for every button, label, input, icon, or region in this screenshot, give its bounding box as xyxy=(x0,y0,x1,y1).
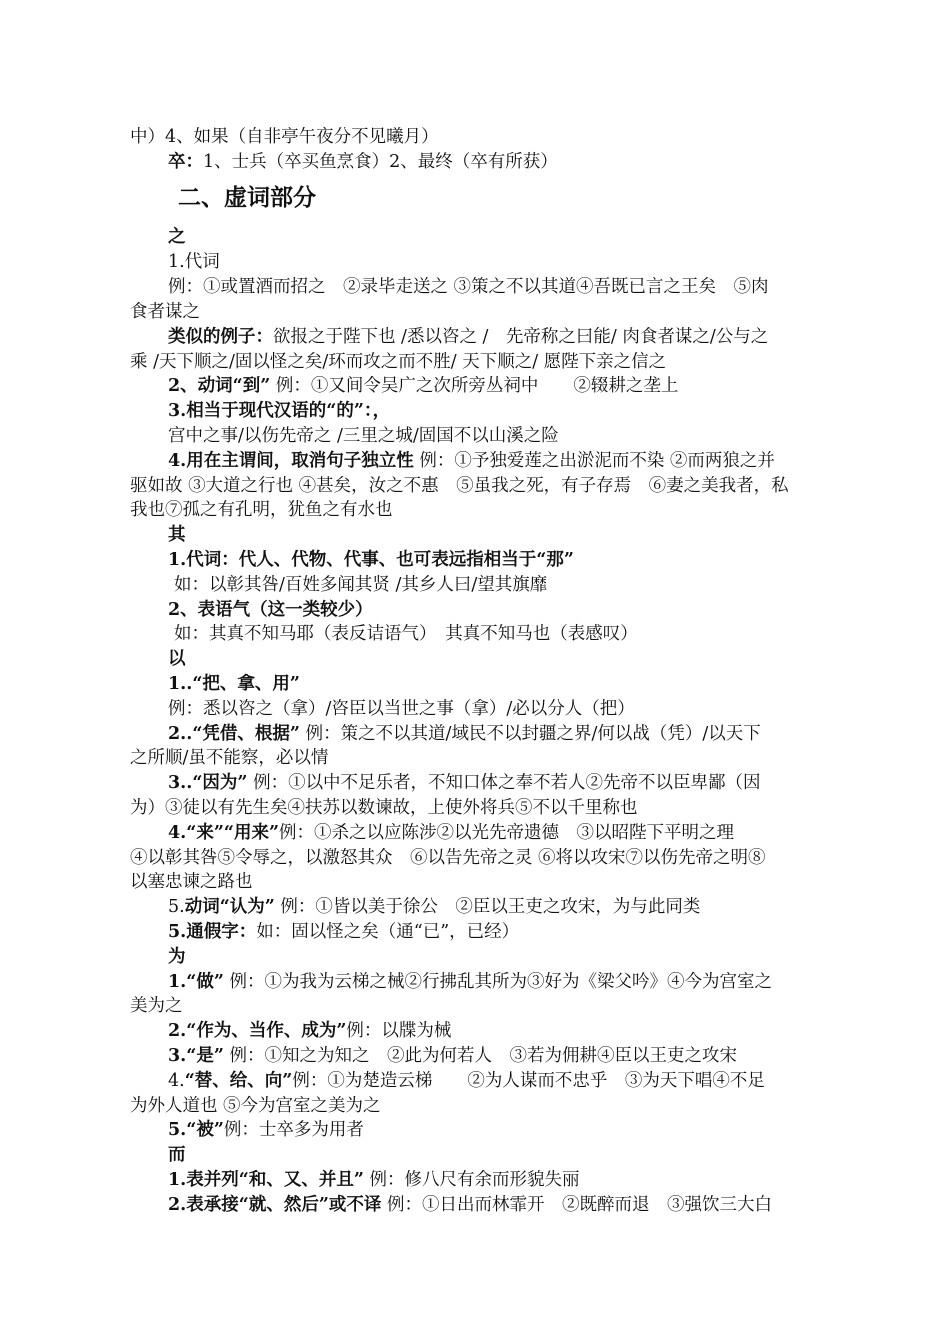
text-line: 如：其真不知马耶（表反诘语气） 其真不知马也（表感叹） xyxy=(174,624,638,644)
word-heading: 其 xyxy=(168,525,186,545)
text-line: 4.用在主谓间，取消句子独立性 例：①予独爱莲之出淤泥而不染 ②而两狼之并 xyxy=(168,451,775,471)
text-line: 5.“被”例：士卒多为用者 xyxy=(168,1120,364,1140)
text-line: 4.“来”“用来”例：①杀之以应陈涉②以光先帝遗德 ③以昭陛下平明之理 xyxy=(168,823,735,843)
text-line: 2.“作为、当作、成为”例：以牒为械 xyxy=(168,1021,452,1041)
text-line: 宫中之事/以伤先帝之 /三里之城/固国不以山溪之险 xyxy=(168,426,559,446)
text-line: 卒：1、士兵（卒买鱼烹食）2、最终（卒有所获） xyxy=(168,152,558,172)
text-line: 类似的例子：欲报之于陛下也 /悉以咨之 / 先帝称之曰能/ 肉食者谋之/公与之 xyxy=(168,327,769,347)
text-line: 驱如故 ③大道之行也 ④甚矣，汝之不惠 ⑤虽我之死，有子存焉 ⑥妻之美我者，私 xyxy=(130,476,789,496)
text-line: ④以彰其咎⑤令辱之，以激怒其众 ⑥以告先帝之灵 ⑥将以攻宋⑦以伤先帝之明⑧ xyxy=(130,848,766,868)
text-line: 5.动词“认为” 例：①皆以美于徐公 ②臣以王吏之攻宋，为与此同类 xyxy=(168,897,701,917)
text-line: 为）③徒以有先生矣④扶苏以数谏故，上使外将兵⑤不以千里称也 xyxy=(130,798,638,818)
text-line: 食者谋之 xyxy=(130,302,200,322)
text-line: 1.表并列“和、又、并且” 例：修八尺有余而形貌失丽 xyxy=(168,1170,580,1190)
word-heading: 为 xyxy=(168,947,186,967)
text-line: 5.通假字：如：固以怪之矣（通“已”，已经） xyxy=(168,922,520,942)
word-heading: 之 xyxy=(168,227,186,247)
text-line: 1.代词：代人、代物、代事、也可表远指相当于“那” xyxy=(168,550,574,570)
text-line: 如：以彰其咎/百姓多闻其贤 /其乡人曰/望其旗靡 xyxy=(174,575,548,595)
text-line: 3.相当于现代汉语的“的”：， xyxy=(168,401,391,421)
text-line: 1..“把、拿、用” xyxy=(168,674,300,694)
text-line: 中）4、如果（自非亭午夜分不见曦月） xyxy=(130,127,439,147)
word-heading: 以 xyxy=(168,649,186,669)
text-line: 1.代词 xyxy=(168,252,220,272)
text-line: 3..“因为” 例：①以中不足乐者，不知口体之奉不若人②先帝不以臣卑鄙（因 xyxy=(168,773,761,793)
text-line: 2.表承接“就、然后”或不译 例：①日出而林霏开 ②既醉而退 ③强饮三大白 xyxy=(168,1195,772,1215)
section-heading: 二、虚词部分 xyxy=(178,185,316,211)
text-line: 2..“凭借、根据” 例：策之不以其道/域民不以封疆之界/何以战（凭）/以天下 xyxy=(168,724,761,744)
text-line: 例：悉以咨之（拿）/咨臣以当世之事（拿）/必以分人（把） xyxy=(168,699,635,719)
text-line: 乘 /天下顺之/固以怪之矣/环而攻之而不胜/ 天下顺之/ 愿陛下亲之信之 xyxy=(130,352,667,372)
text-line: 美为之 xyxy=(130,996,183,1016)
text-line: 为外人道也 ⑤今为宫室之美为之 xyxy=(130,1096,381,1116)
text-line: 以塞忠谏之路也 xyxy=(130,872,253,892)
text-line: 例：①或置酒而招之 ②录毕走送之 ③策之不以其道④吾既已言之王矣 ⑤肉 xyxy=(168,277,769,297)
text-line: 我也⑦孤之有孔明，犹鱼之有水也 xyxy=(130,500,393,520)
text-line: 之所顺/虽不能察，必以情 xyxy=(130,748,329,768)
text-line: 4.“替、给、向”例：①为楚造云梯 ②为人谋而不忠乎 ③为天下唱④不足 xyxy=(168,1071,765,1091)
text-line: 2、表语气（这一类较少） xyxy=(168,600,373,620)
text-line: 2、动词“到” 例：①又间令吴广之次所旁丛祠中 ②辍耕之垄上 xyxy=(168,376,679,396)
text-line: 3.“是” 例：①知之为知之 ②此为何若人 ③若为佣耕④臣以王吏之攻宋 xyxy=(168,1046,737,1066)
text-line: 1.“做” 例：①为我为云梯之械②行拂乱其所为③好为《梁父吟》④今为宫室之 xyxy=(168,972,772,992)
word-heading: 而 xyxy=(168,1145,186,1165)
